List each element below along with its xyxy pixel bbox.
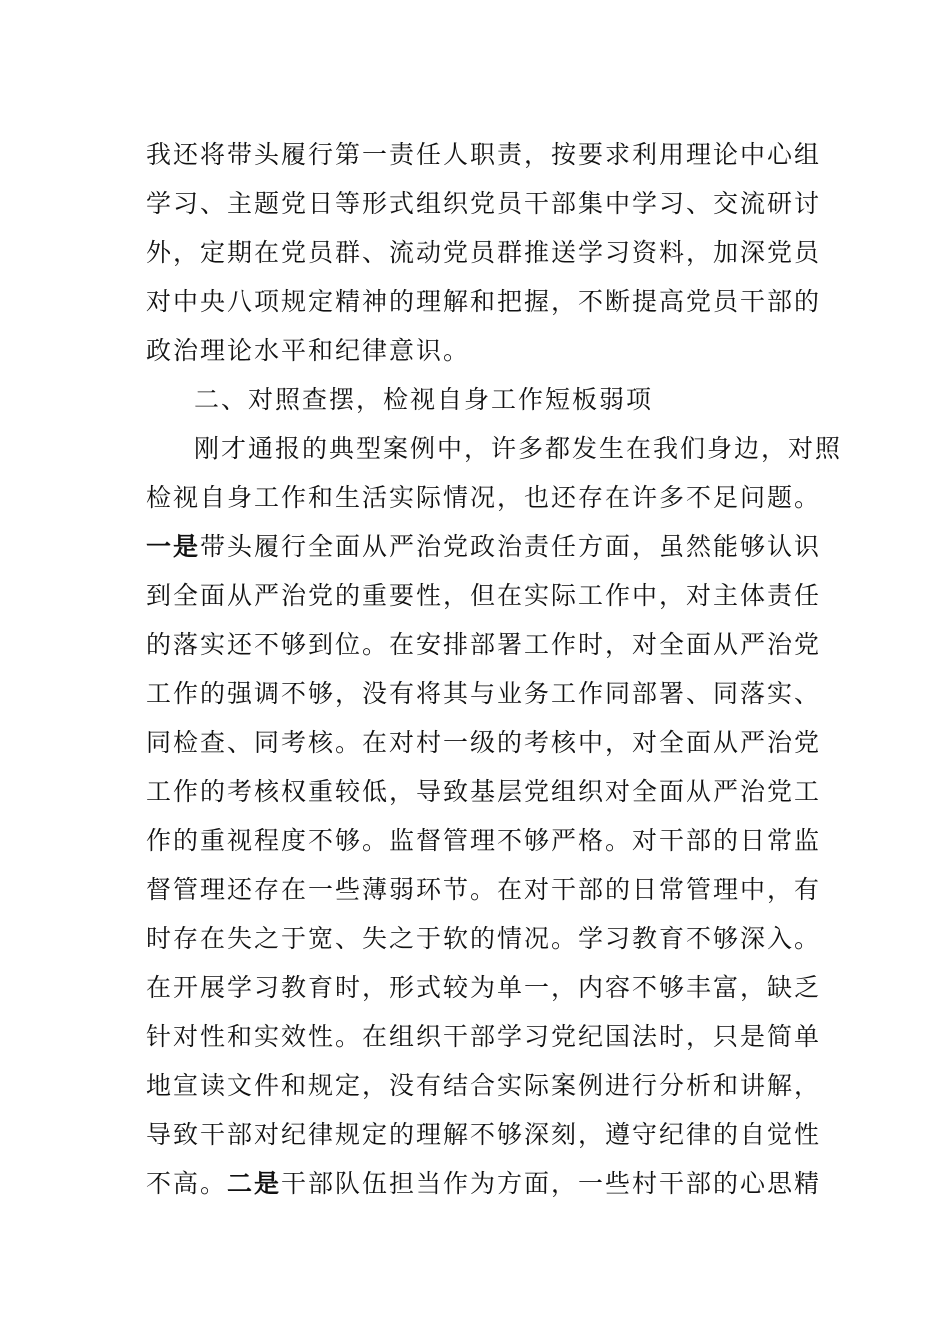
text-line: 对中央八项规定精神的理解和把握，不断提高党员干部的 (146, 287, 822, 316)
text-line: 外，定期在党员群、流动党员群推送学习资料，加深党员 (146, 238, 822, 267)
text-line (146, 1159, 822, 1208)
text-line: 督管理还存在一些薄弱环节。在对干部的日常管理中，有 (146, 875, 822, 904)
text-line: 作的重视程度不够。监督管理不够严格。对干部的日常监 (146, 826, 822, 855)
text-line: 我还将带头履行第一责任人职责，按要求利用理论中心组 (146, 140, 822, 169)
text-line: 学习、主题党日等形式组织党员干部集中学习、交流研讨 (146, 189, 822, 218)
text-line (146, 522, 822, 571)
text-line: 时存在失之于宽、失之于软的情况。学习教育不够深入。 (146, 924, 822, 953)
text-run: 干部队伍担当作为方面，一些村干部的心思精 (281, 1169, 822, 1198)
text-line: 到全面从严治党的重要性，但在实际工作中，对主体责任 (146, 581, 822, 610)
text-line: 检视自身工作和生活实际情况，也还存在许多不足问题。 (146, 483, 822, 512)
text-line: 政治理论水平和纪律意识。 (146, 336, 471, 365)
text-line: 工作的考核权重较低，导致基层党组织对全面从严治党工 (146, 777, 822, 806)
body-text (146, 130, 843, 1208)
text-line: 地宣读文件和规定，没有结合实际案例进行分析和讲解， (146, 1071, 822, 1100)
section-heading: 二、对照查摆，检视自身工作短板弱项 (194, 385, 654, 414)
text-run: 带头履行全面从严治党政治责任方面，虽然能够认识 (200, 532, 822, 561)
text-line: 针对性和实效性。在组织干部学习党纪国法时，只是简单 (146, 1022, 822, 1051)
emphasis-marker: 一是 (146, 532, 201, 561)
text-run: 不高。 (146, 1169, 228, 1198)
text-line: 导致干部对纪律规定的理解不够深刻，遵守纪律的自觉性 (146, 1120, 822, 1149)
text-line: 在开展学习教育时，形式较为单一，内容不够丰富，缺乏 (146, 973, 822, 1002)
text-line: 工作的强调不够，没有将其与业务工作同部署、同落实、 (146, 679, 822, 708)
text-line: 同检查、同考核。在对村一级的考核中，对全面从严治党 (146, 728, 822, 757)
emphasis-marker: 二是 (227, 1169, 282, 1198)
text-line: 的落实还不够到位。在安排部署工作时，对全面从严治党 (146, 630, 822, 659)
paragraph-first-line: 刚才通报的典型案例中，许多都发生在我们身边，对照 (194, 434, 843, 463)
